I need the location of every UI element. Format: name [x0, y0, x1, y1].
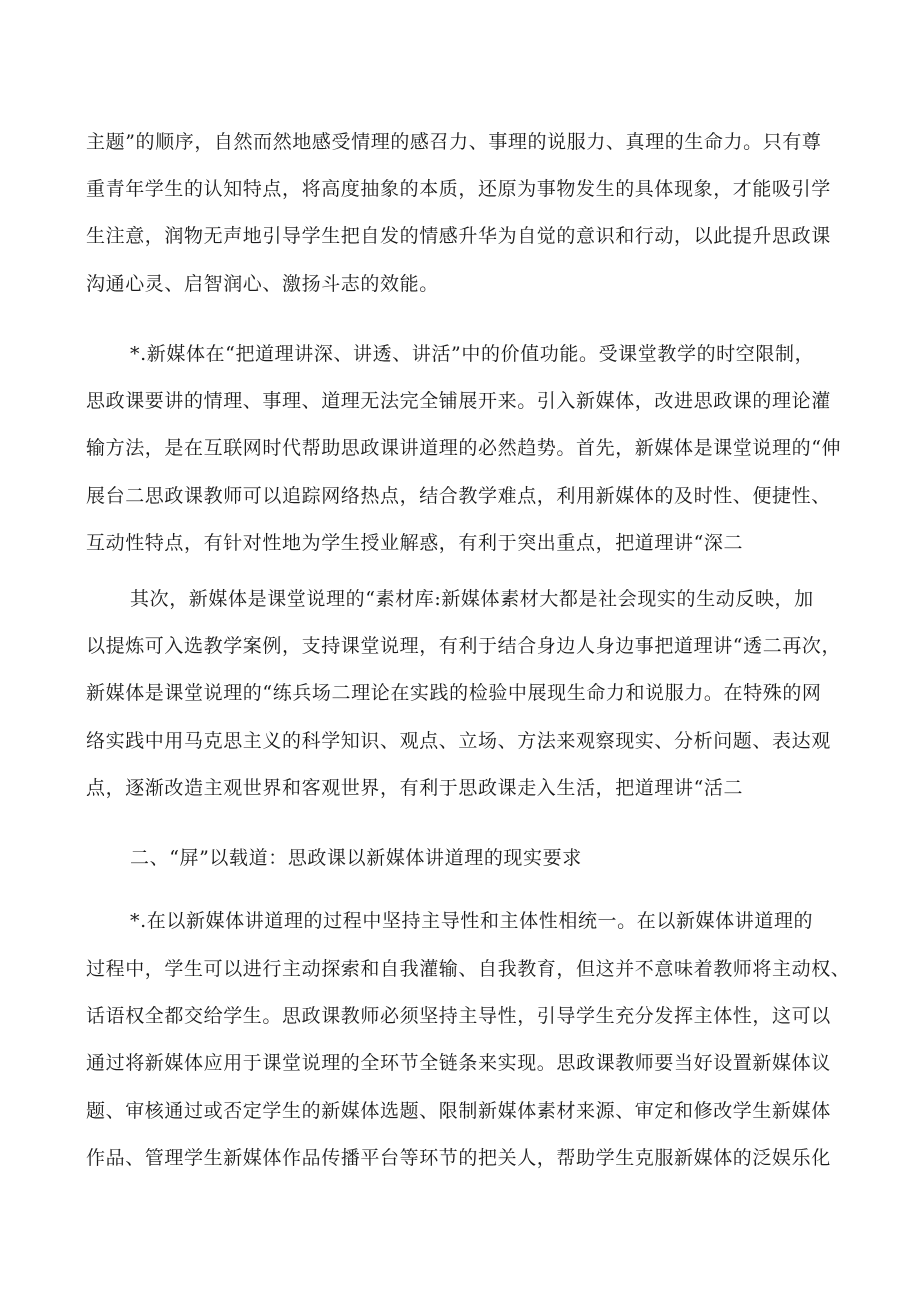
paragraph-4-line-6: 作品、管理学生新媒体作品传播平台等环节的把关人，帮助学生克服新媒体的泛娱乐化 — [86, 1147, 831, 1169]
paragraph-3-line-2: 以提炼可入选教学案例，支持课堂说理，有利于结合身边人身边事把道理讲“透二再次， — [86, 635, 842, 657]
paragraph-1-line-3: 生注意，润物无声地引导学生把自发的情感升华为自觉的意识和行动，以此提升思政课 — [86, 225, 831, 247]
paragraph-3-line-3: 新媒体是课堂说理的“练兵场二理论在实践的检验中展现生命力和说服力。在特殊的网 — [86, 682, 822, 704]
paragraph-1-line-1: 主题”的顺序，自然而然地感受情理的感召力、事理的说服力、真理的生命力。只有尊 — [86, 131, 822, 153]
paragraph-1-line-4: 沟通心灵、启智润心、激扬斗志的效能。 — [86, 273, 439, 295]
paragraph-2-line-3: 输方法，是在互联网时代帮助思政课讲道理的必然趋势。首先，新媒体是课堂说理的“伸 — [86, 437, 842, 459]
paragraph-1-line-2: 重青年学生的认知特点，将高度抽象的本质，还原为事物发生的具体现象，才能吸引学 — [86, 178, 831, 200]
paragraph-2-line-5: 互动性特点，有针对性地为学生授业解惑，有利于突出重点，把道理讲“深二 — [86, 532, 744, 554]
paragraph-3-line-4: 络实践中用马克思主义的科学知识、观点、立场、方法来观察现实、分析问题、表达观 — [86, 730, 831, 752]
paragraph-4-line-5: 题、审核通过或否定学生的新媒体选题、限制新媒体素材来源、审定和修改学生新媒体 — [86, 1100, 831, 1122]
paragraph-4-line-3: 话语权全都交给学生。思政课教师必须坚持主导性，引导学生充分发挥主体性，这可以 — [86, 1005, 831, 1027]
paragraph-3-line-5: 点，逐渐改造主观世界和客观世界，有利于思政课走入生活，把道理讲“活二 — [86, 777, 744, 799]
paragraph-3-line-1: 其次，新媒体是课堂说理的“素材库:新媒体素材大都是社会现实的生动反映，加 — [130, 588, 814, 610]
section-heading: 二、“屏”以载道：思政课以新媒体讲道理的现实要求 — [130, 847, 582, 869]
paragraph-2-line-2: 思政课要讲的情理、事理、道理无法完全铺展开来。引入新媒体，改进思政课的理论灌 — [86, 390, 831, 412]
paragraph-2-line-1: *.新媒体在“把道理讲深、讲透、讲活”中的价值功能。受课堂教学的时空限制， — [130, 343, 815, 365]
paragraph-4-line-4: 通过将新媒体应用于课堂说理的全环节全链条来实现。思政课教师要当好设置新媒体议 — [86, 1052, 831, 1074]
paragraph-4-line-1: *.在以新媒体讲道理的过程中坚持主导性和主体性相统一。在以新媒体讲道理的 — [130, 910, 814, 932]
paragraph-2-line-4: 展台二思政课教师可以追踪网络热点，结合教学难点，利用新媒体的及时性、便捷性、 — [86, 485, 831, 507]
paragraph-4-line-2: 过程中，学生可以进行主动探索和自我灌输、自我教育，但这并不意味着教师将主动权、 — [86, 958, 851, 980]
